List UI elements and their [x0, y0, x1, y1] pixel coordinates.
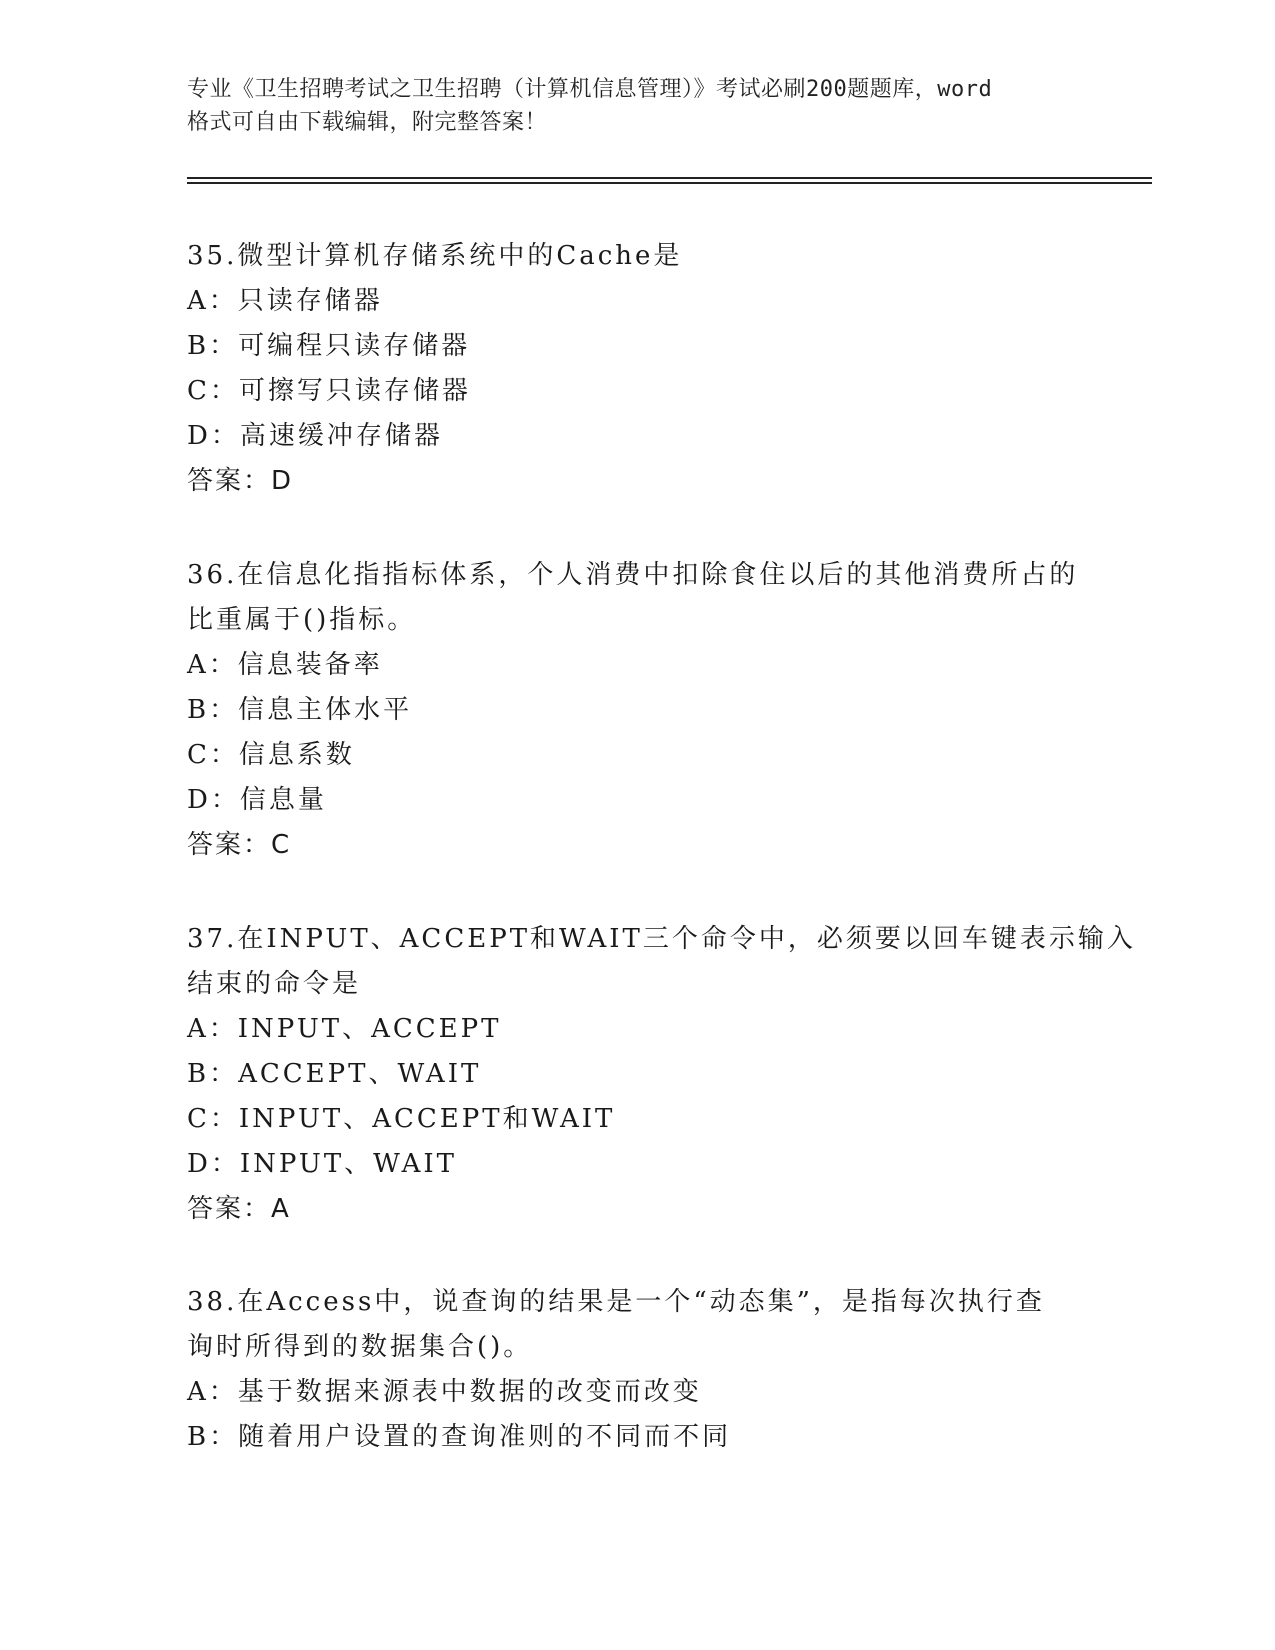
- option-a: A：基于数据来源表中数据的改变而改变: [187, 1377, 702, 1407]
- question-stem: 36.在信息化指指标体系，个人消费中扣除食住以后的其他消费所占的: [187, 560, 1079, 590]
- option-a: A：信息装备率: [187, 650, 383, 680]
- option-d: D：INPUT、WAIT: [187, 1149, 457, 1179]
- answer-line: 答案：D: [187, 466, 294, 496]
- option-c: C：信息系数: [187, 740, 355, 770]
- question-37: [187, 917, 1136, 1232]
- option-b: B：ACCEPT、WAIT: [187, 1059, 482, 1089]
- option-c: C：INPUT、ACCEPT和WAIT: [187, 1104, 616, 1134]
- question-36: [187, 553, 1087, 868]
- question-stem-continued: 询时所得到的数据集合()。: [187, 1332, 533, 1362]
- answer-line: 答案：C: [187, 830, 292, 860]
- option-a: A：INPUT、ACCEPT: [187, 1014, 502, 1044]
- answer-line: 答案：A: [187, 1194, 291, 1224]
- question-35: [187, 234, 1087, 504]
- header-divider-top: [187, 177, 1152, 179]
- option-d: D：高速缓冲存储器: [187, 421, 443, 451]
- option-b: B：随着用户设置的查询准则的不同而不同: [187, 1422, 732, 1452]
- question-stem: 37.在INPUT、ACCEPT和WAIT三个命令中，必须要以回车键表示输入: [187, 924, 1136, 954]
- header-line-1: 专业《卫生招聘考试之卫生招聘（计算机信息管理）》考试必刷200题题库，word: [187, 77, 993, 102]
- header-line-2: 格式可自由下载编辑，附完整答案！: [187, 110, 548, 135]
- document-header: [187, 73, 1087, 139]
- option-d: D：信息量: [187, 785, 327, 815]
- option-b: B：信息主体水平: [187, 695, 413, 725]
- option-a: A：只读存储器: [187, 286, 383, 316]
- header-divider-bottom: [187, 182, 1152, 184]
- option-c: C：可擦写只读存储器: [187, 376, 471, 406]
- question-stem-continued: 结束的命令是: [187, 969, 362, 999]
- question-stem: 35.微型计算机存储系统中的Cache是: [187, 241, 683, 271]
- question-38: [187, 1280, 1087, 1460]
- question-stem: 38.在Access中，说查询的结果是一个“动态集”，是指每次执行查: [187, 1287, 1045, 1317]
- option-b: B：可编程只读存储器: [187, 331, 471, 361]
- question-stem-continued: 比重属于()指标。: [187, 605, 417, 635]
